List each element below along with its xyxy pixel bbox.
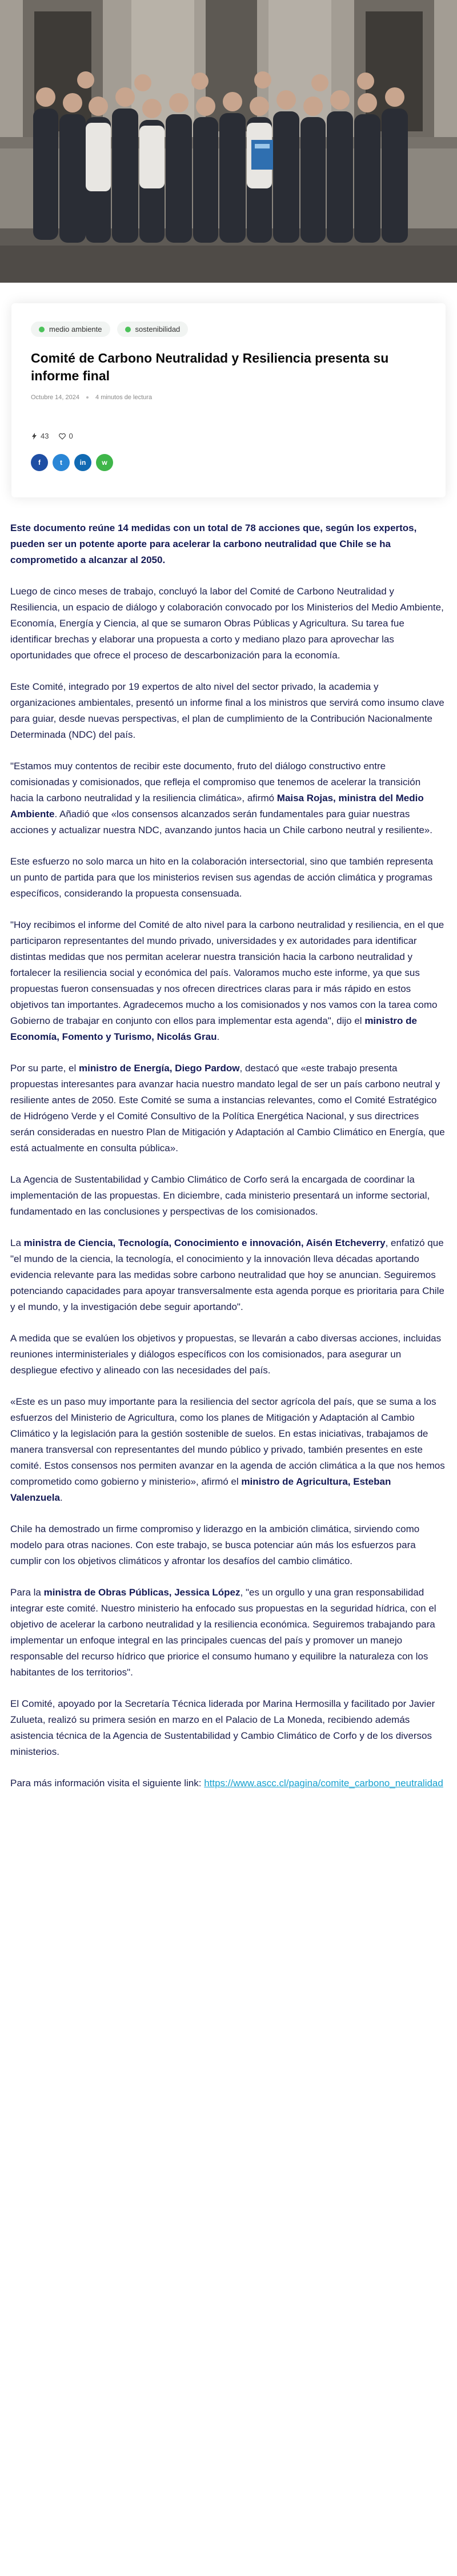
meta-separator — [86, 396, 89, 399]
group-photo-icon — [0, 0, 457, 283]
article-paragraph — [10, 679, 446, 743]
views-count: 43 — [41, 432, 49, 440]
paragraph-text: "Estamos muy contentos de recibir este documento, fruto del diálogo constructivo entre comisionadas y comisionados, que refleja el compromiso que tenemos de acelerar la transición hacia la carbono neutralidad y la resiliencia climática», afirmó — [10, 761, 421, 803]
speaker-name: ministra de Obras Públicas, Jessica López — [43, 1587, 240, 1598]
facebook-icon: f — [38, 459, 41, 467]
whatsapp-share-button[interactable] — [96, 454, 113, 471]
paragraph-text: Por su parte, el — [10, 1063, 79, 1074]
paragraph-text: La — [10, 1237, 24, 1248]
more-info-link[interactable]: https://www.ascc.cl/pagina/comite_carbono_neutralidad — [204, 1778, 443, 1789]
likes-button[interactable] — [59, 432, 73, 440]
speaker-name: ministro de Energía, Diego Pardow — [79, 1063, 240, 1074]
speaker-name: ministro de Economía, Fomento y Turismo, Nicolás Grau — [10, 1015, 417, 1042]
article-paragraph — [10, 1331, 446, 1379]
paragraph-text: Para la — [10, 1587, 44, 1598]
share-buttons — [31, 454, 426, 471]
article-paragraph — [10, 1235, 446, 1315]
paragraph-text: , enfatizó que "el mundo de la ciencia, la tecnología, el conocimiento y la innovación lleva décadas aportando evidencia relevante para las medidas sobre carbono neutralidad que hoy se anuncian. Seguiremos potenciando capacidades para apoyar transversalmente esta agenda porque es prioritaria para Chile y el mundo, y la investigación debe seguir aportando". — [10, 1237, 444, 1312]
article-paragraph — [10, 584, 446, 664]
paragraph-text: . — [59, 1492, 63, 1503]
heart-icon — [59, 433, 66, 440]
article-card — [11, 303, 446, 497]
linkedin-share-button[interactable] — [74, 454, 91, 471]
paragraph-text: El Comité, apoyado por la Secretaría Técnica liderada por Marina Hermosilla y facilitado por Javier Zulueta, realizó su primera sesión en marzo en el Palacio de La Moneda, recibiendo además asistencia técnica de la Agencia de Sustentabilidad y Cambio Climático de Corfo y de los diversos ministerios. — [10, 1698, 435, 1757]
paragraph-text: . — [217, 1031, 220, 1042]
paragraph-text: , destacó que «este trabajo presenta propuestas interesantes para avanzar hacia nuestro mandato legal de ser un país carbono neutral y resiliente antes de 2050. Este Comité se suma a instancias relevantes, como el Comité Estratégico de Hidrógeno Verde y el Comité Consultivo de la Política Energética Nacional, y sus directrices serán consideradas en nuestro Plan de Mitigación y Adaptación al Cambio Climático en Energía, que está actualmente en consulta pública». — [10, 1063, 445, 1154]
article-paragraph — [10, 917, 446, 1045]
article-paragraph — [10, 854, 446, 902]
speaker-name: ministra de Ciencia, Tecnología, Conocimiento e innovación, Aisén Etcheverry — [23, 1237, 386, 1248]
article-paragraph — [10, 1060, 446, 1156]
read-time: 4 minutos de lectura — [95, 394, 153, 401]
paragraph-text: , "es un orgullo y una gran responsabilidad integrar este comité. Nuestro ministerio ha enfocado sus propuestas en la seguridad hídrica, con el objetivo de acelerar la carbono neutralidad y la resiliencia económica. Seguiremos trabajando para implementar un enfoque integral en las principales cuencas del país y promover un manejo responsable del recurso hídrico que priorice el consumo humano y equilibre la naturaleza con los habitantes de los territorios". — [10, 1587, 436, 1678]
article-paragraph — [10, 1172, 446, 1220]
article-stats — [31, 432, 426, 440]
paragraph-text: A medida que se evalúen los objetivos y propuestas, se llevarán a cabo diversas acciones, incluidas reuniones interministeriales y diálogos específicos con los comisionados, para asegurar un despliegue efectivo y alineado con las necesidades del país. — [10, 1333, 442, 1376]
hero-photo — [0, 0, 457, 283]
twitter-icon: t — [60, 459, 62, 467]
article-paragraph — [10, 1585, 446, 1681]
paragraph-text: "Hoy recibimos el informe del Comité de alto nivel para la carbono neutralidad y resiliencia, en el que participaron representantes del mundo privado, universidades y ex autoridades para identificar distintas medidas que nos permitan acelerar nuestra transición hacia la carbono neutralidad y fortalecer la resiliencia social y económica del país. Valoramos mucho este informe, ya que sus propuestas fueron consensuadas y nos ofrecen directrices claras para ir más rápido en estos objetivos tan importantes. Agradecemos mucho a los comisionados y nos vamos con la tarea como Gobierno de trabajar en conjunto con ellos para implementar esta agenda", dijo el — [10, 919, 444, 1026]
tag-label: sostenibilidad — [135, 325, 181, 333]
paragraph-text: Chile ha demostrado un firme compromiso y liderazgo en la ambición climática, sirviendo como modelo para otras naciones. Con este trabajo, se busca potenciar aún más los esfuerzos para cumplir con los objetivos climáticos y afrontar los desafíos del cambio climático. — [10, 1524, 420, 1566]
tag-sostenibilidad[interactable] — [117, 322, 189, 337]
article-paragraph — [10, 758, 446, 838]
publish-date: Octubre 14, 2024 — [31, 394, 80, 401]
article-paragraph — [10, 1696, 446, 1760]
paragraph-text: La Agencia de Sustentabilidad y Cambio Climático de Corfo será la encargada de coordinar la implementación de las propuestas. En diciembre, cada ministerio presentará un informe sectorial, fundamentado en las conclusiones y perspectivas de los comisionados. — [10, 1174, 430, 1217]
facebook-share-button[interactable] — [31, 454, 48, 471]
views-stat — [31, 432, 49, 440]
article-lead — [10, 520, 446, 568]
likes-count: 0 — [69, 432, 73, 440]
tag-medio-ambiente[interactable] — [31, 322, 110, 337]
article-paragraph — [10, 1521, 446, 1569]
twitter-share-button[interactable] — [53, 454, 70, 471]
linkedin-icon: in — [79, 459, 86, 467]
tag-list — [31, 322, 426, 337]
article-title: Comité de Carbono Neutralidad y Resiliencia presenta su informe final — [31, 351, 389, 383]
article-paragraph — [10, 1394, 446, 1506]
lead-text: Este documento reúne 14 medidas con un total de 78 acciones que, según los expertos, pueden ser un potente aporte para acelerar la carbono neutralidad que Chile se ha comprometido a alcanzar al 2050. — [10, 523, 417, 565]
paragraph-text: Para más información visita el siguiente link: — [10, 1778, 205, 1789]
paragraph-text: Luego de cinco meses de trabajo, concluyó la labor del Comité de Carbono Neutralidad y Resiliencia, un espacio de diálogo y colaboración convocado por los Ministerios del Medio Ambiente, Economía, Energía y Ciencia, al que se sumaron Obras Públicas y Agricultura. Su tarea fue identificar brechas y elaborar una propuesta a corto y mediano plazo para aprovechar las oportunidades que ofrece el proceso de descarbonización para la economía. — [10, 586, 444, 661]
article-paragraph — [10, 1775, 446, 1791]
whatsapp-icon: w — [102, 459, 107, 467]
bolt-icon — [31, 433, 38, 440]
speaker-name: Maisa Rojas, ministra del Medio Ambiente — [10, 793, 424, 819]
paragraph-text: Este esfuerzo no solo marca un hito en la colaboración intersectorial, sino que también representa un punto de partida para que los ministerios revisen sus agendas de acción climática y programas específicos, considerando la propuesta consensuada. — [10, 856, 433, 899]
tag-label: medio ambiente — [49, 325, 102, 333]
paragraph-text: . Añadió que «los consensos alcanzados serán fundamentales para guiar nuestras acciones y actualizar nuestra NDC, avanzando juntos hacia un Chile carbono neutral y resiliente». — [10, 809, 432, 835]
article-meta — [31, 394, 426, 401]
paragraph-text: Este Comité, integrado por 19 expertos de alto nivel del sector privado, la academia y organizaciones ambientales, presentó un informe final a los ministros que servirá como insumo clave para guiar, desde nuevas perspectivas, el plan de cumplimiento de la Contribución Nacionalmente Determinada (NDC) del país. — [10, 681, 444, 740]
tag-dot-icon — [125, 327, 131, 332]
tag-dot-icon — [39, 327, 45, 332]
paragraph-text: «Este es un paso muy importante para la resiliencia del sector agrícola del país, que se suma a los esfuerzos del Ministerio de Agricultura, como los planes de Mitigación y Adaptación al Cambio Climático y la legislación para la gestión sostenible de suelos. En estas iniciativas, trabajamos de manera transversal con representantes del mundo público y privado, también presentes en este comité. Estos consensos nos permiten avanzar en la agenda de acción climática a la que nos hemos comprometido como gobierno y ministerio», afirmó el — [10, 1396, 445, 1487]
speaker-name: ministro de Agricultura, Esteban Valenzuela — [10, 1476, 391, 1503]
article-body — [0, 520, 457, 1841]
